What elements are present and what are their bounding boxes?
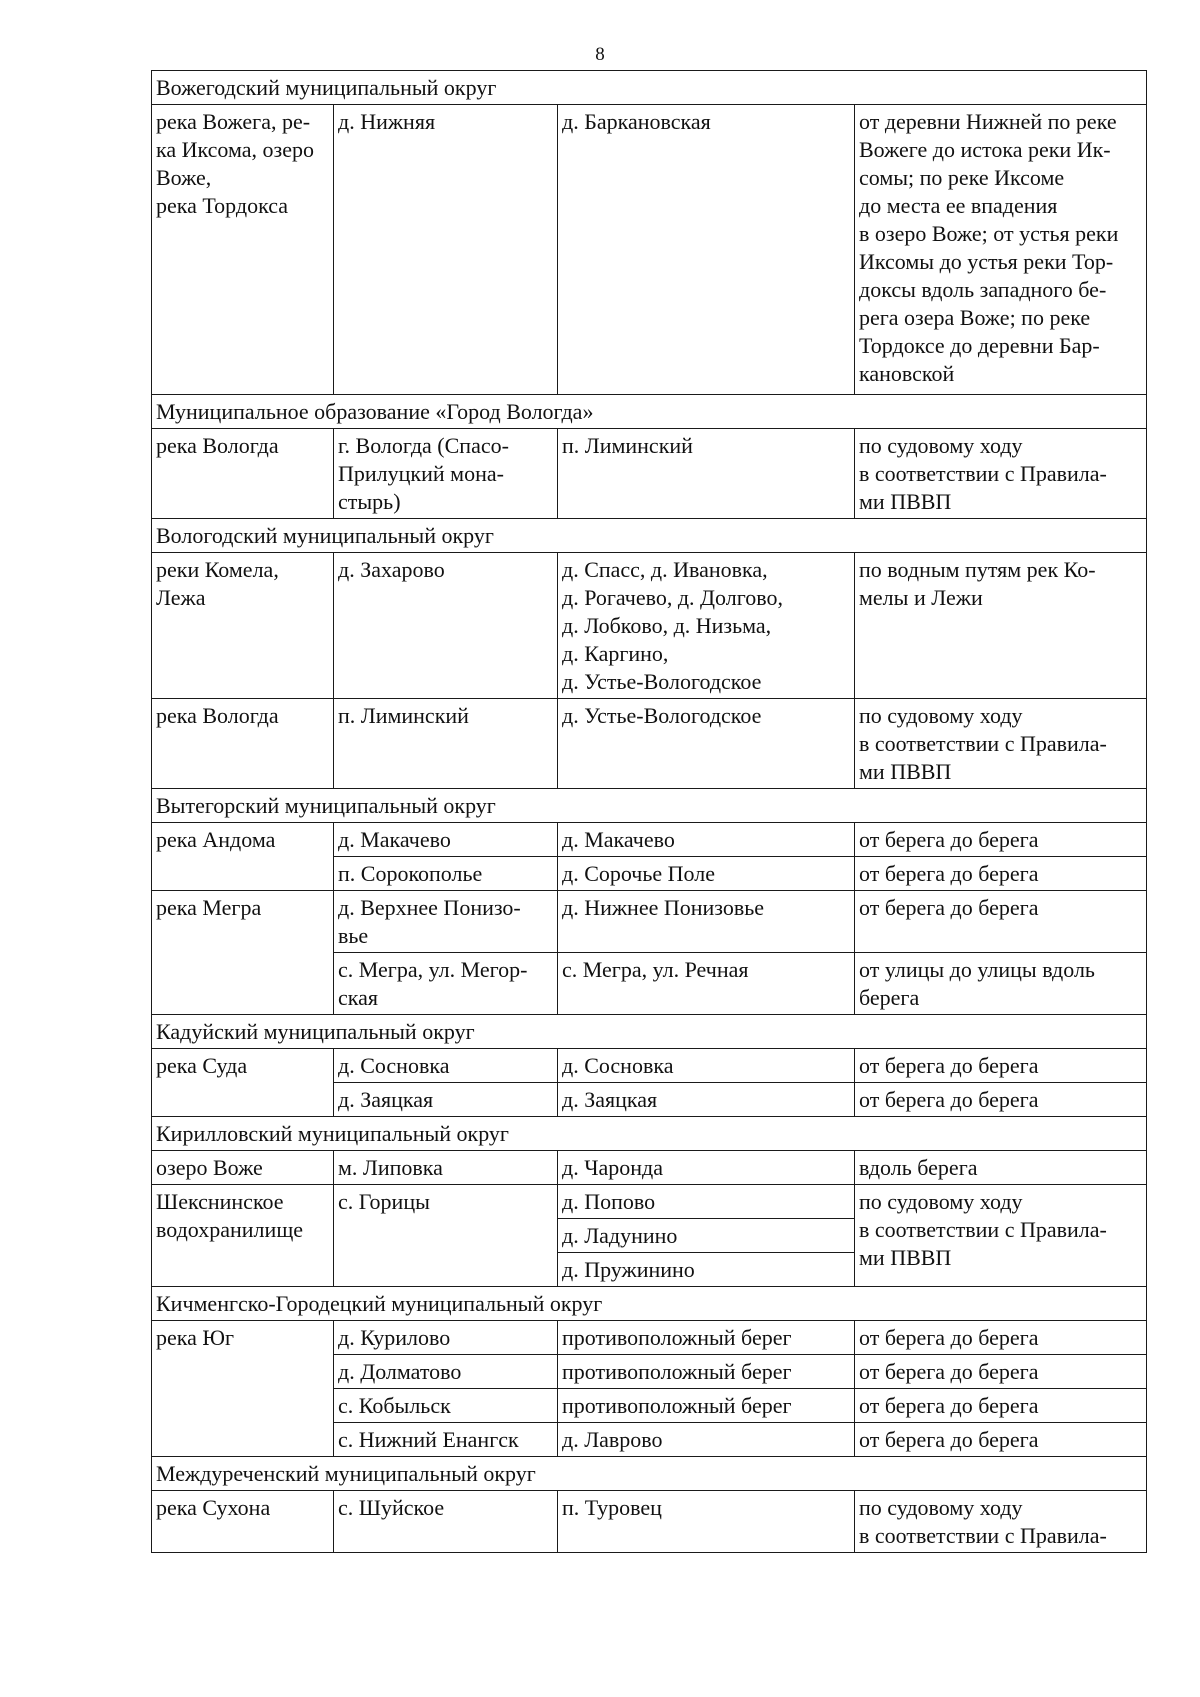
start-point-cell: с. Нижний Енангск — [334, 1423, 558, 1457]
start-point-cell: д. Макачево — [334, 823, 558, 857]
table-row — [152, 1049, 1147, 1083]
end-point-cell: д. Пружинино — [558, 1253, 855, 1287]
route-cell: от берега до берега — [855, 1423, 1147, 1457]
end-point-cell: д. Устье-Вологодское — [558, 699, 855, 789]
water-body-cell: река Вологда — [152, 429, 334, 519]
route-cell: от берега до берега — [855, 1389, 1147, 1423]
route-cell: по водным путям рек Ко- мелы и Лежи — [855, 553, 1147, 699]
crossings-table — [151, 70, 1147, 1553]
end-point-cell: д. Сосновка — [558, 1049, 855, 1083]
start-point-cell: с. Шуйское — [334, 1491, 558, 1553]
section-heading-row — [152, 71, 1147, 105]
route-cell: вдоль берега — [855, 1151, 1147, 1185]
route-cell: от деревни Нижней по реке Вожеге до истока реки Ик- сомы; по реке Иксоме до места ее впадения в озеро Воже; от устья реки Иксомы до устья реки Тор- доксы вдоль западного бе- рега озера Воже; по реке Тордоксе до деревни Бар- кановской — [855, 105, 1147, 395]
section-heading-row — [152, 395, 1147, 429]
table-row — [152, 553, 1147, 699]
section-heading-row — [152, 1117, 1147, 1151]
table-row — [152, 1151, 1147, 1185]
end-point-cell: д. Макачево — [558, 823, 855, 857]
section-heading: Вожегодский муниципальный округ — [152, 71, 1147, 105]
water-body-cell: река Вологда — [152, 699, 334, 789]
water-body-cell: река Сухона — [152, 1491, 334, 1553]
route-cell: от берега до берега — [855, 1049, 1147, 1083]
section-heading-row — [152, 519, 1147, 553]
table-row — [152, 699, 1147, 789]
start-point-cell: д. Курилово — [334, 1321, 558, 1355]
section-heading-row — [152, 789, 1147, 823]
start-point-cell: д. Сосновка — [334, 1049, 558, 1083]
route-cell: по судовому ходу в соответствии с Правила- ми ПВВП — [855, 429, 1147, 519]
section-heading: Кичменгско-Городецкий муниципальный округ — [152, 1287, 1147, 1321]
start-point-cell: м. Липовка — [334, 1151, 558, 1185]
start-point-cell: д. Нижняя — [334, 105, 558, 395]
end-point-cell: д. Ладунино — [558, 1219, 855, 1253]
page-number: 8 — [595, 44, 605, 65]
route-cell: от берега до берега — [855, 1083, 1147, 1117]
water-body-cell: река Андома — [152, 823, 334, 891]
start-point-cell: г. Вологда (Спасо- Прилуцкий мона- стырь) — [334, 429, 558, 519]
end-point-cell: противоположный берег — [558, 1355, 855, 1389]
route-cell: по судовому ходу в соответствии с Правила- ми ПВВП — [855, 1185, 1147, 1287]
end-point-cell: д. Чаронда — [558, 1151, 855, 1185]
end-point-cell: д. Заяцкая — [558, 1083, 855, 1117]
end-point-cell: д. Нижнее Понизовье — [558, 891, 855, 953]
table-row — [152, 823, 1147, 857]
end-point-cell: п. Лиминский — [558, 429, 855, 519]
route-cell: от берега до берега — [855, 891, 1147, 953]
water-body-cell: реки Комела, Лежа — [152, 553, 334, 699]
table-row — [152, 1185, 1147, 1219]
table-row — [152, 891, 1147, 953]
section-heading-row — [152, 1457, 1147, 1491]
route-cell: от берега до берега — [855, 857, 1147, 891]
water-body-cell: Шекснинское водохранилище — [152, 1185, 334, 1287]
water-body-cell: река Суда — [152, 1049, 334, 1117]
section-heading-row — [152, 1015, 1147, 1049]
end-point-cell: д. Лаврово — [558, 1423, 855, 1457]
route-cell: от берега до берега — [855, 1355, 1147, 1389]
route-cell: от берега до берега — [855, 823, 1147, 857]
table-row — [152, 1321, 1147, 1355]
end-point-cell: с. Мегра, ул. Речная — [558, 953, 855, 1015]
start-point-cell: д. Захарово — [334, 553, 558, 699]
start-point-cell: д. Заяцкая — [334, 1083, 558, 1117]
water-body-cell: река Мегра — [152, 891, 334, 1015]
route-cell: по судовому ходу в соответствии с Правила- ми ПВВП — [855, 699, 1147, 789]
start-point-cell: п. Лиминский — [334, 699, 558, 789]
start-point-cell: д. Верхнее Понизо- вье — [334, 891, 558, 953]
start-point-cell: п. Сорокополье — [334, 857, 558, 891]
end-point-cell: противоположный берег — [558, 1389, 855, 1423]
end-point-cell: д. Баркановская — [558, 105, 855, 395]
section-heading: Муниципальное образование «Город Вологда» — [152, 395, 1147, 429]
start-point-cell: с. Горицы — [334, 1185, 558, 1287]
section-heading-row — [152, 1287, 1147, 1321]
end-point-cell: п. Туровец — [558, 1491, 855, 1553]
end-point-cell: противоположный берег — [558, 1321, 855, 1355]
route-cell: от улицы до улицы вдоль берега — [855, 953, 1147, 1015]
section-heading: Вологодский муниципальный округ — [152, 519, 1147, 553]
section-heading: Междуреченский муниципальный округ — [152, 1457, 1147, 1491]
start-point-cell: с. Кобыльск — [334, 1389, 558, 1423]
route-cell: по судовому ходу в соответствии с Правила- — [855, 1491, 1147, 1553]
section-heading: Кирилловский муниципальный округ — [152, 1117, 1147, 1151]
end-point-cell: д. Спасс, д. Ивановка, д. Рогачево, д. Долгово, д. Лобково, д. Низьма, д. Каргино, д. Устье-Вологодское — [558, 553, 855, 699]
end-point-cell: д. Попово — [558, 1185, 855, 1219]
start-point-cell: с. Мегра, ул. Мегор- ская — [334, 953, 558, 1015]
table-row — [152, 1491, 1147, 1553]
water-body-cell: река Вожега, ре- ка Иксома, озеро Воже, река Тордокса — [152, 105, 334, 395]
table-row — [152, 105, 1147, 395]
section-heading: Вытегорский муниципальный округ — [152, 789, 1147, 823]
start-point-cell: д. Долматово — [334, 1355, 558, 1389]
water-body-cell: озеро Воже — [152, 1151, 334, 1185]
route-cell: от берега до берега — [855, 1321, 1147, 1355]
end-point-cell: д. Сорочье Поле — [558, 857, 855, 891]
table-row — [152, 429, 1147, 519]
section-heading: Кадуйский муниципальный округ — [152, 1015, 1147, 1049]
water-body-cell: река Юг — [152, 1321, 334, 1457]
